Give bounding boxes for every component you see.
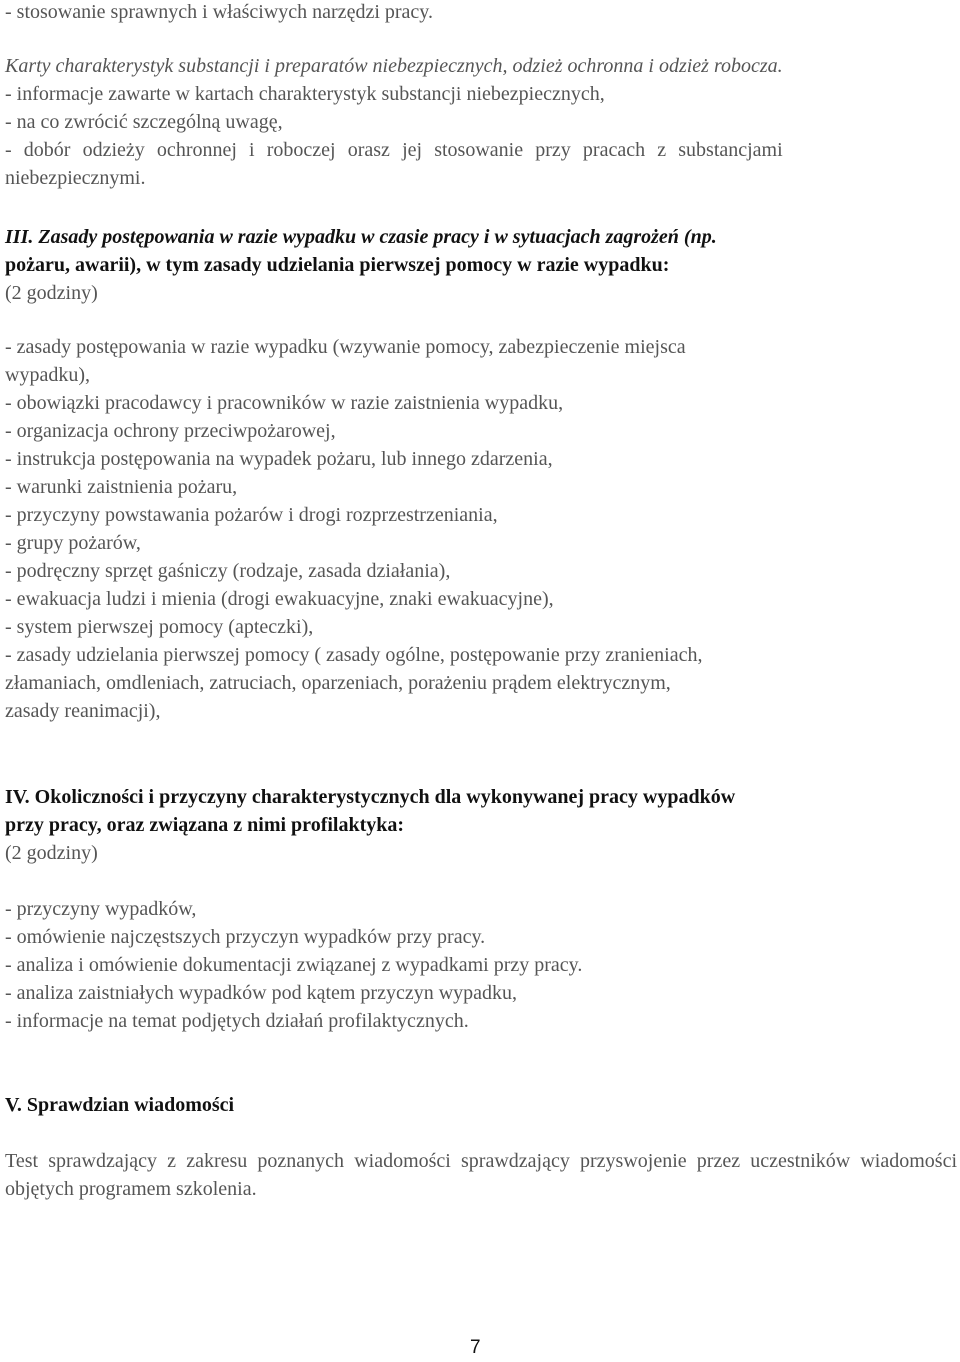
- section-3-list: [5, 333, 703, 725]
- list-item: wypadku),: [5, 364, 90, 386]
- section-5: [5, 1091, 234, 1119]
- section-4-heading-line2: przy pracy, oraz związana z nimi profilaktyka:: [5, 814, 405, 836]
- list-item: - zasady udzielania pierwszej pomocy ( zasady ogólne, postępowanie przy zranieniach,: [5, 644, 703, 666]
- section-4-hours: (2 godziny): [5, 842, 98, 864]
- section-4-list: [5, 895, 582, 1035]
- list-item: - przyczyny powstawania pożarów i drogi rozprzestrzeniania,: [5, 504, 498, 526]
- karty-item: - na co zwrócić szczególną uwagę,: [5, 111, 283, 133]
- list-item: - ewakuacja ludzi i mienia (drogi ewakuacyjne, znaki ewakuacyjne),: [5, 588, 554, 610]
- list-item: złamaniach, omdleniach, zatruciach, oparzeniach, porażeniu prądem elektrycznym,: [5, 672, 671, 694]
- section-3: [5, 223, 717, 307]
- karty-item: niebezpiecznymi.: [5, 167, 146, 189]
- list-item: - zasady postępowania w razie wypadku (wzywanie pomocy, zabezpieczenie miejsca: [5, 336, 686, 358]
- list-item: - informacje na temat podjętych działań profilaktycznych.: [5, 1010, 469, 1032]
- page-number: 7: [470, 1337, 481, 1358]
- list-item: - obowiązki pracodawcy i pracowników w razie zaistnienia wypadku,: [5, 392, 564, 414]
- karty-section: [5, 54, 783, 192]
- section-3-hours: (2 godziny): [5, 282, 98, 304]
- list-item: - podręczny sprzęt gaśniczy (rodzaje, zasada działania),: [5, 560, 451, 582]
- section-4: [5, 783, 735, 867]
- section-5-heading: V. Sprawdzian wiadomości: [5, 1094, 235, 1116]
- list-item: zasady reanimacji),: [5, 700, 161, 722]
- section-3-heading-line1: III. Zasady postępowania w razie wypadku w czasie pracy i w sytuacjach zagrożeń (np.: [5, 226, 717, 248]
- list-item: - analiza i omówienie dokumentacji związanej z wypadkami przy pracy.: [5, 954, 583, 976]
- list-item: - instrukcja postępowania na wypadek pożaru, lub innego zdarzenia,: [5, 448, 553, 470]
- karty-heading: Karty charakterystyk substancji i preparatów niebezpiecznych, odzież ochronna i odzież robocza.: [5, 55, 783, 77]
- list-item: - warunki zaistnienia pożaru,: [5, 476, 238, 498]
- section-5-paragraph: Test sprawdzający z zakresu poznanych wiadomości sprawdzający przyswojenie przez uczestników wiadomości objętych programem szkolenia.: [5, 1150, 957, 1200]
- list-item: - system pierwszej pomocy (apteczki),: [5, 616, 314, 638]
- top-line: - stosowanie sprawnych i właściwych narzędzi pracy.: [5, 1, 433, 23]
- list-item: - analiza zaistniałych wypadków pod kątem przyczyn wypadku,: [5, 982, 518, 1004]
- list-item: - grupy pożarów,: [5, 532, 141, 554]
- karty-item: - informacje zawarte w kartach charakterystyk substancji niebezpiecznych,: [5, 83, 605, 105]
- list-item: - omówienie najczęstszych przyczyn wypadków przy pracy.: [5, 926, 486, 948]
- section-3-heading-line2: pożaru, awarii), w tym zasady udzielania pierwszej pomocy w razie wypadku:: [5, 254, 670, 276]
- list-item: - organizacja ochrony przeciwpożarowej,: [5, 420, 336, 442]
- karty-item: - dobór odzieży ochronnej i roboczej orasz jej stosowanie przy pracach z substancjami: [5, 139, 783, 161]
- list-item: - przyczyny wypadków,: [5, 898, 197, 920]
- section-4-heading-line1: IV. Okoliczności i przyczyny charakterystycznych dla wykonywanej pracy wypadków: [5, 786, 736, 808]
